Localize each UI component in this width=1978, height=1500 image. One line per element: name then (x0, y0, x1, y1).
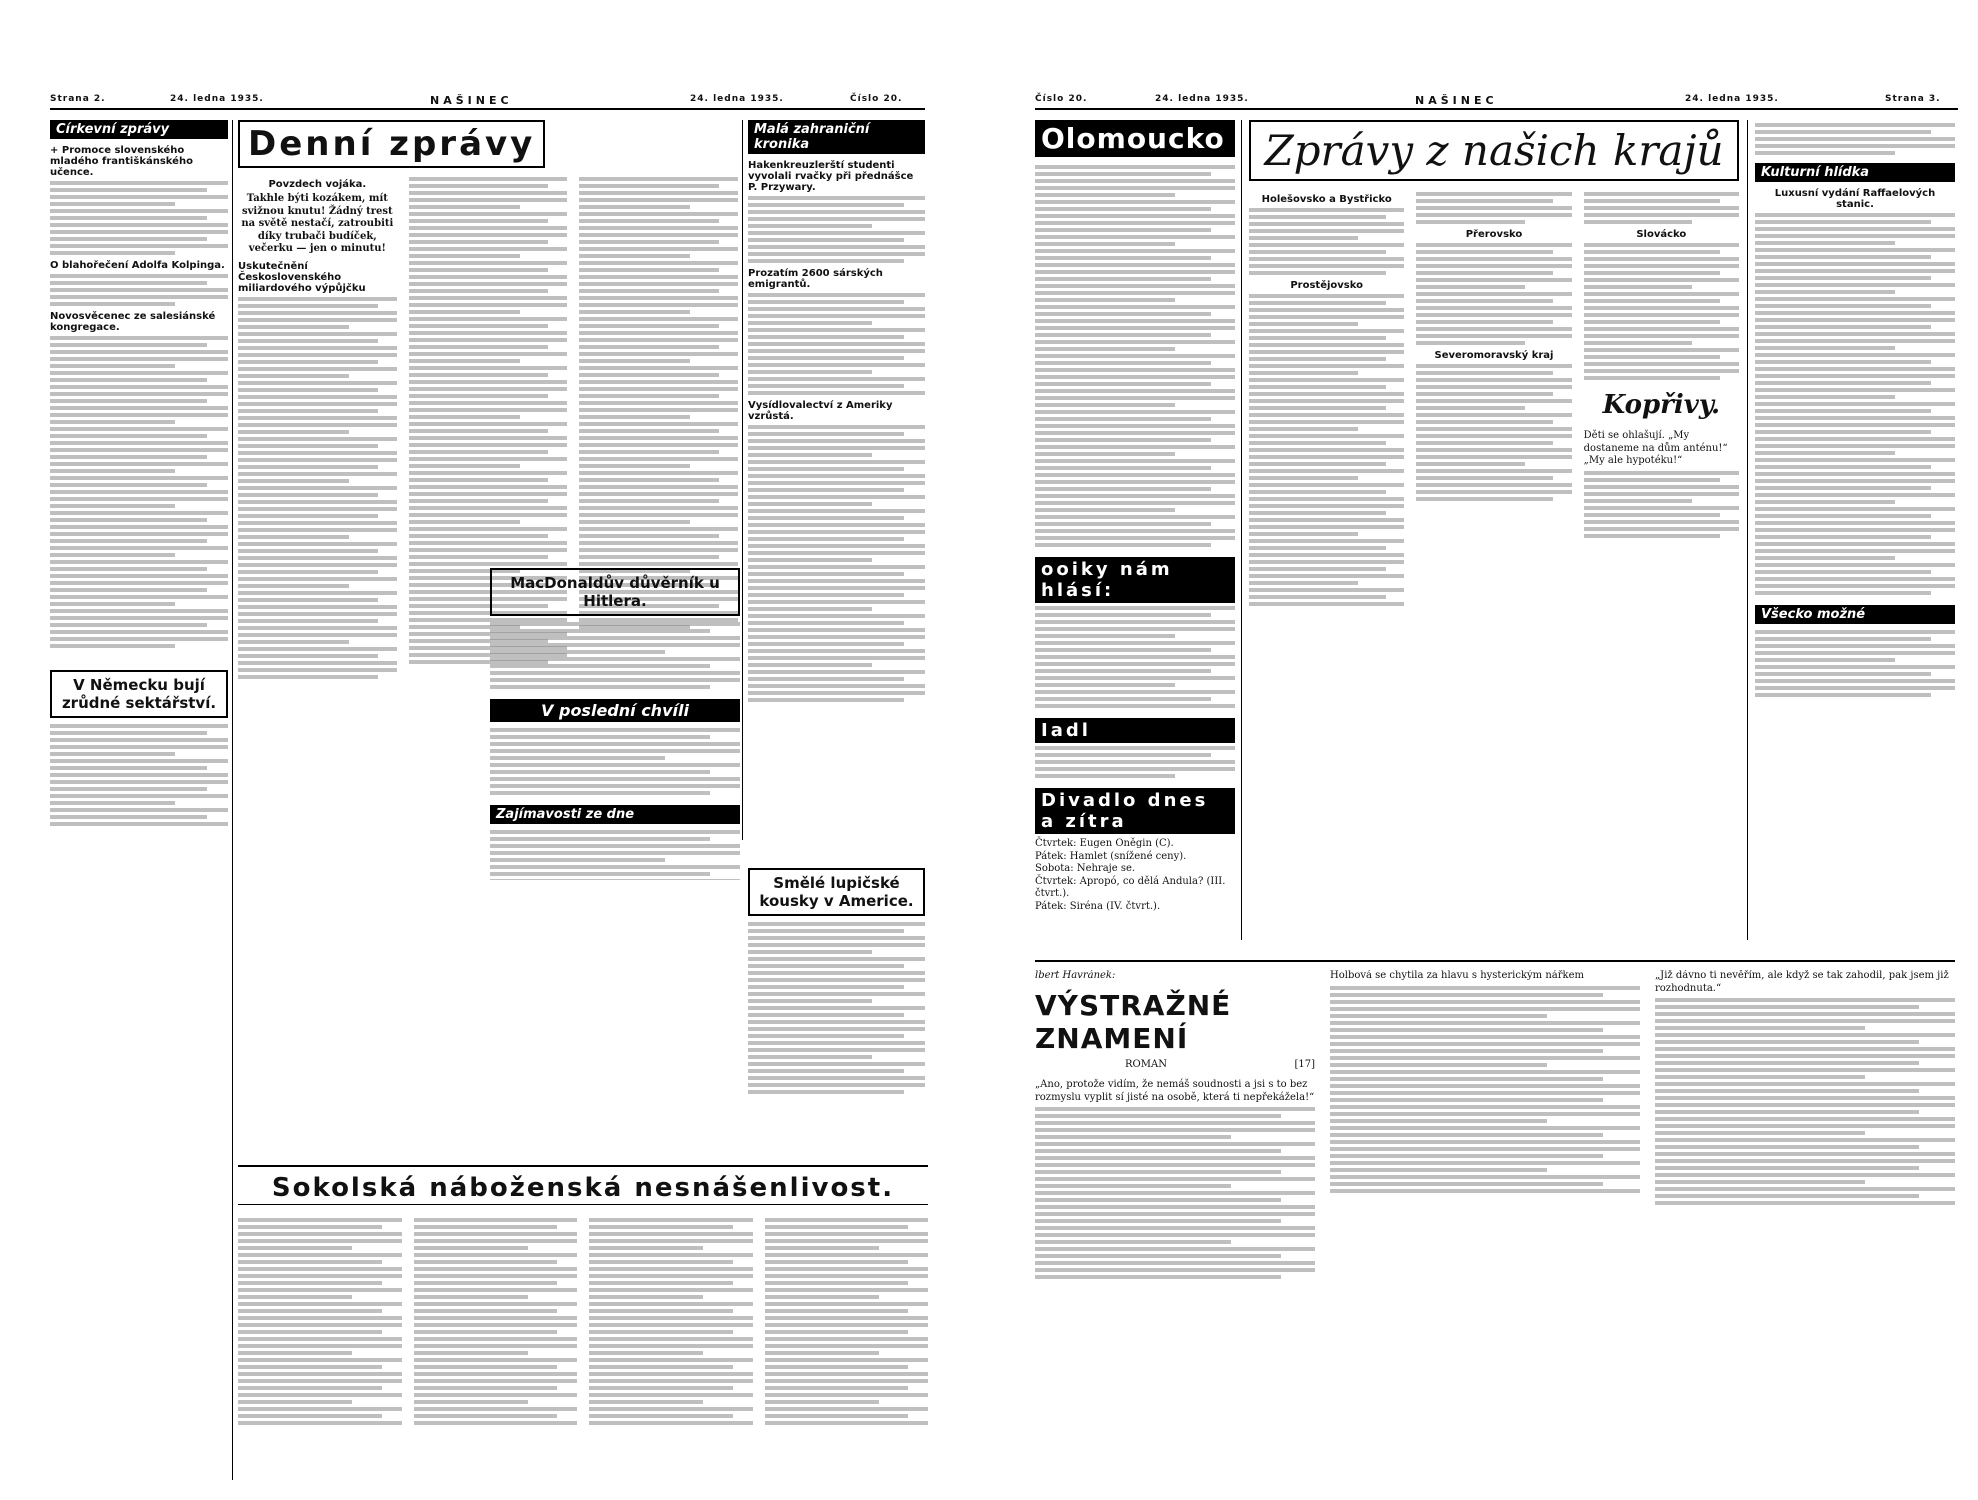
regional-item-3: Přerovsko (1465, 229, 1523, 240)
serial-text-3: „Již dávno ti nevěřím, ale když se tak zahodil, pak jsem již rozhodnuta.“ (1655, 970, 1949, 994)
regional-col-b (1416, 189, 1571, 609)
right-masthead: NAŠINEC (1415, 94, 1498, 107)
nettles-item-1: Děti se ohlašují. „My dostaneme na dům anténu!“ „My ale hypotéku!“ (1583, 430, 1728, 466)
serial-column-2 (1330, 970, 1640, 1490)
regional-item-1: Holešovsko a Bystřicko (1261, 194, 1392, 205)
church-news-heading: Církevní zprávy (50, 120, 228, 139)
church-news-column (50, 120, 228, 1480)
right-page-date: 24. ledna 1935. (1155, 94, 1249, 104)
germany-sect-heading: V Německu bují zrůdné sektářství. (50, 670, 228, 718)
regional-news-block (1249, 120, 1739, 940)
regional-item-4: Severomoravský kraj (1434, 350, 1554, 361)
theatre-heading: Divadlo dnes a zítra (1035, 788, 1235, 834)
robbery-heading: Smělé lupičské kousky v Americe. (748, 868, 925, 916)
theatre-line-1: Čtvrtek: Eugen Oněgin (C). (1035, 838, 1174, 849)
serial-title-block (1035, 970, 1315, 1490)
main-story-body (238, 1215, 928, 1485)
culture-heading: Kulturní hlídka (1755, 163, 1955, 182)
foreign-item-2: Prozatím 2600 sárských emigrantů. (748, 268, 883, 290)
church-item-3: Novosvěcenec ze salesiánské kongregace. (50, 311, 216, 333)
serial-text-1: „Ano, protože vidím, že nemáš soudnosti a jsi s to bez rozmyslu vyplit sí jisté na osobě, která ti nepřekážela!“ (1035, 1079, 1315, 1103)
idli-heading: Iadl (1035, 718, 1235, 743)
left-page-date: 24. ledna 1935. (170, 94, 264, 104)
nettles-heading: Kopřivy. (1602, 390, 1721, 420)
regional-news-heading: Zprávy z našich krajů (1249, 120, 1739, 181)
culture-item-1: Luxusní vydání Raffaelových stanic. (1774, 188, 1936, 210)
daily-item-2: Takhle býti kozákem, mít svižnou knutu! Žádný trest na světě nestačí, zatroubiti díky trubači budíček, večerku — jen o minutu! (241, 193, 394, 254)
serial-text-2: Holbová se chytila za hlavu s hysterickým nářkem (1330, 970, 1584, 981)
left-page-label: Strana 2. (50, 94, 106, 104)
church-item-2: O blahořečení Adolfa Kolpinga. (50, 260, 225, 271)
foreign-news-column (748, 120, 925, 840)
foreign-news-heading: Malá zahraniční kronika (748, 120, 925, 154)
olomoucko-column (1035, 120, 1235, 940)
regional-col-c (1584, 189, 1739, 609)
possible-heading: Všecko možné (1755, 605, 1955, 624)
right-header-rule (1035, 108, 1958, 110)
right-col-divider-2 (1747, 120, 1748, 940)
curiosities-heading: Zajímavosti ze dne (490, 805, 740, 824)
listen-heading: ooiky nám hlásí: (1035, 557, 1235, 603)
last-minute-heading: V poslední chvíli (490, 699, 740, 722)
left-page-date2: 24. ledna 1935. (690, 94, 784, 104)
foreign-item-1: Hakenkreuzlerští studenti vyvolali rvačky při přednášce P. Przywary. (748, 160, 914, 193)
daily-item-3: Uskutečnění Československého miliardového výpůjčku (238, 260, 366, 294)
theatre-line-3: Sobota: Nehraje se. (1035, 863, 1136, 874)
regional-col-a (1249, 189, 1404, 609)
robbery-column (748, 860, 925, 1150)
daily-item-1: Povzdech vojáka. (268, 179, 367, 190)
left-header-rule (50, 108, 925, 110)
serial-number: [17] (1294, 1058, 1315, 1070)
daily-news-heading: Denní zprávy (238, 120, 545, 168)
serial-column-3 (1655, 970, 1955, 1490)
daily-news-col-a (238, 174, 397, 682)
left-masthead: NAŠINEC (430, 94, 513, 107)
left-col-divider-1 (232, 120, 233, 1480)
serial-author: lbert Havránek: (1035, 970, 1116, 981)
main-story-headline: Sokolská náboženská nesnášenlivost. (271, 1173, 895, 1203)
theatre-line-5: Pátek: Siréna (IV. čtvrt.). (1035, 900, 1161, 912)
theatre-line-4: Čtvrtek: Apropó, co dělá Andula? (III. čtvrt.). (1035, 875, 1226, 899)
right-newspaper-page (1005, 0, 1978, 1500)
middle-lower-column (490, 560, 740, 880)
main-story-headline-box (238, 1165, 928, 1205)
serial-title: VÝSTRAŽNÉ ZNAMENÍ (1035, 988, 1232, 1055)
right-issue-label: Číslo 20. (1035, 94, 1088, 104)
macdonald-heading: MacDonaldův důvěrník u Hitlera. (490, 568, 740, 616)
right-col-divider-1 (1241, 120, 1242, 940)
serial-top-rule (1035, 960, 1955, 963)
regional-item-2: Prostějovsko (1290, 280, 1363, 291)
left-newspaper-page (0, 0, 945, 1500)
left-issue-label: Číslo 20. (850, 94, 903, 104)
theatre-line-2: Pátek: Hamlet (snížené ceny). (1035, 850, 1187, 862)
page-gutter (945, 0, 1005, 1500)
right-page-date2: 24. ledna 1935. (1685, 94, 1779, 104)
serial-kind: ROMAN (1125, 1058, 1167, 1070)
church-item-1: + Promoce slovenského mladého františkánského učence. (50, 145, 193, 178)
foreign-item-3: Vysídlovalectví z Ameriky vzrůstá. (748, 400, 893, 422)
olomoucko-heading: Olomoucko (1035, 120, 1235, 157)
culture-column (1755, 120, 1955, 940)
left-col-divider-2 (742, 120, 743, 840)
right-page-label: Strana 3. (1885, 94, 1941, 104)
regional-item-5: Slovácko (1636, 229, 1687, 240)
